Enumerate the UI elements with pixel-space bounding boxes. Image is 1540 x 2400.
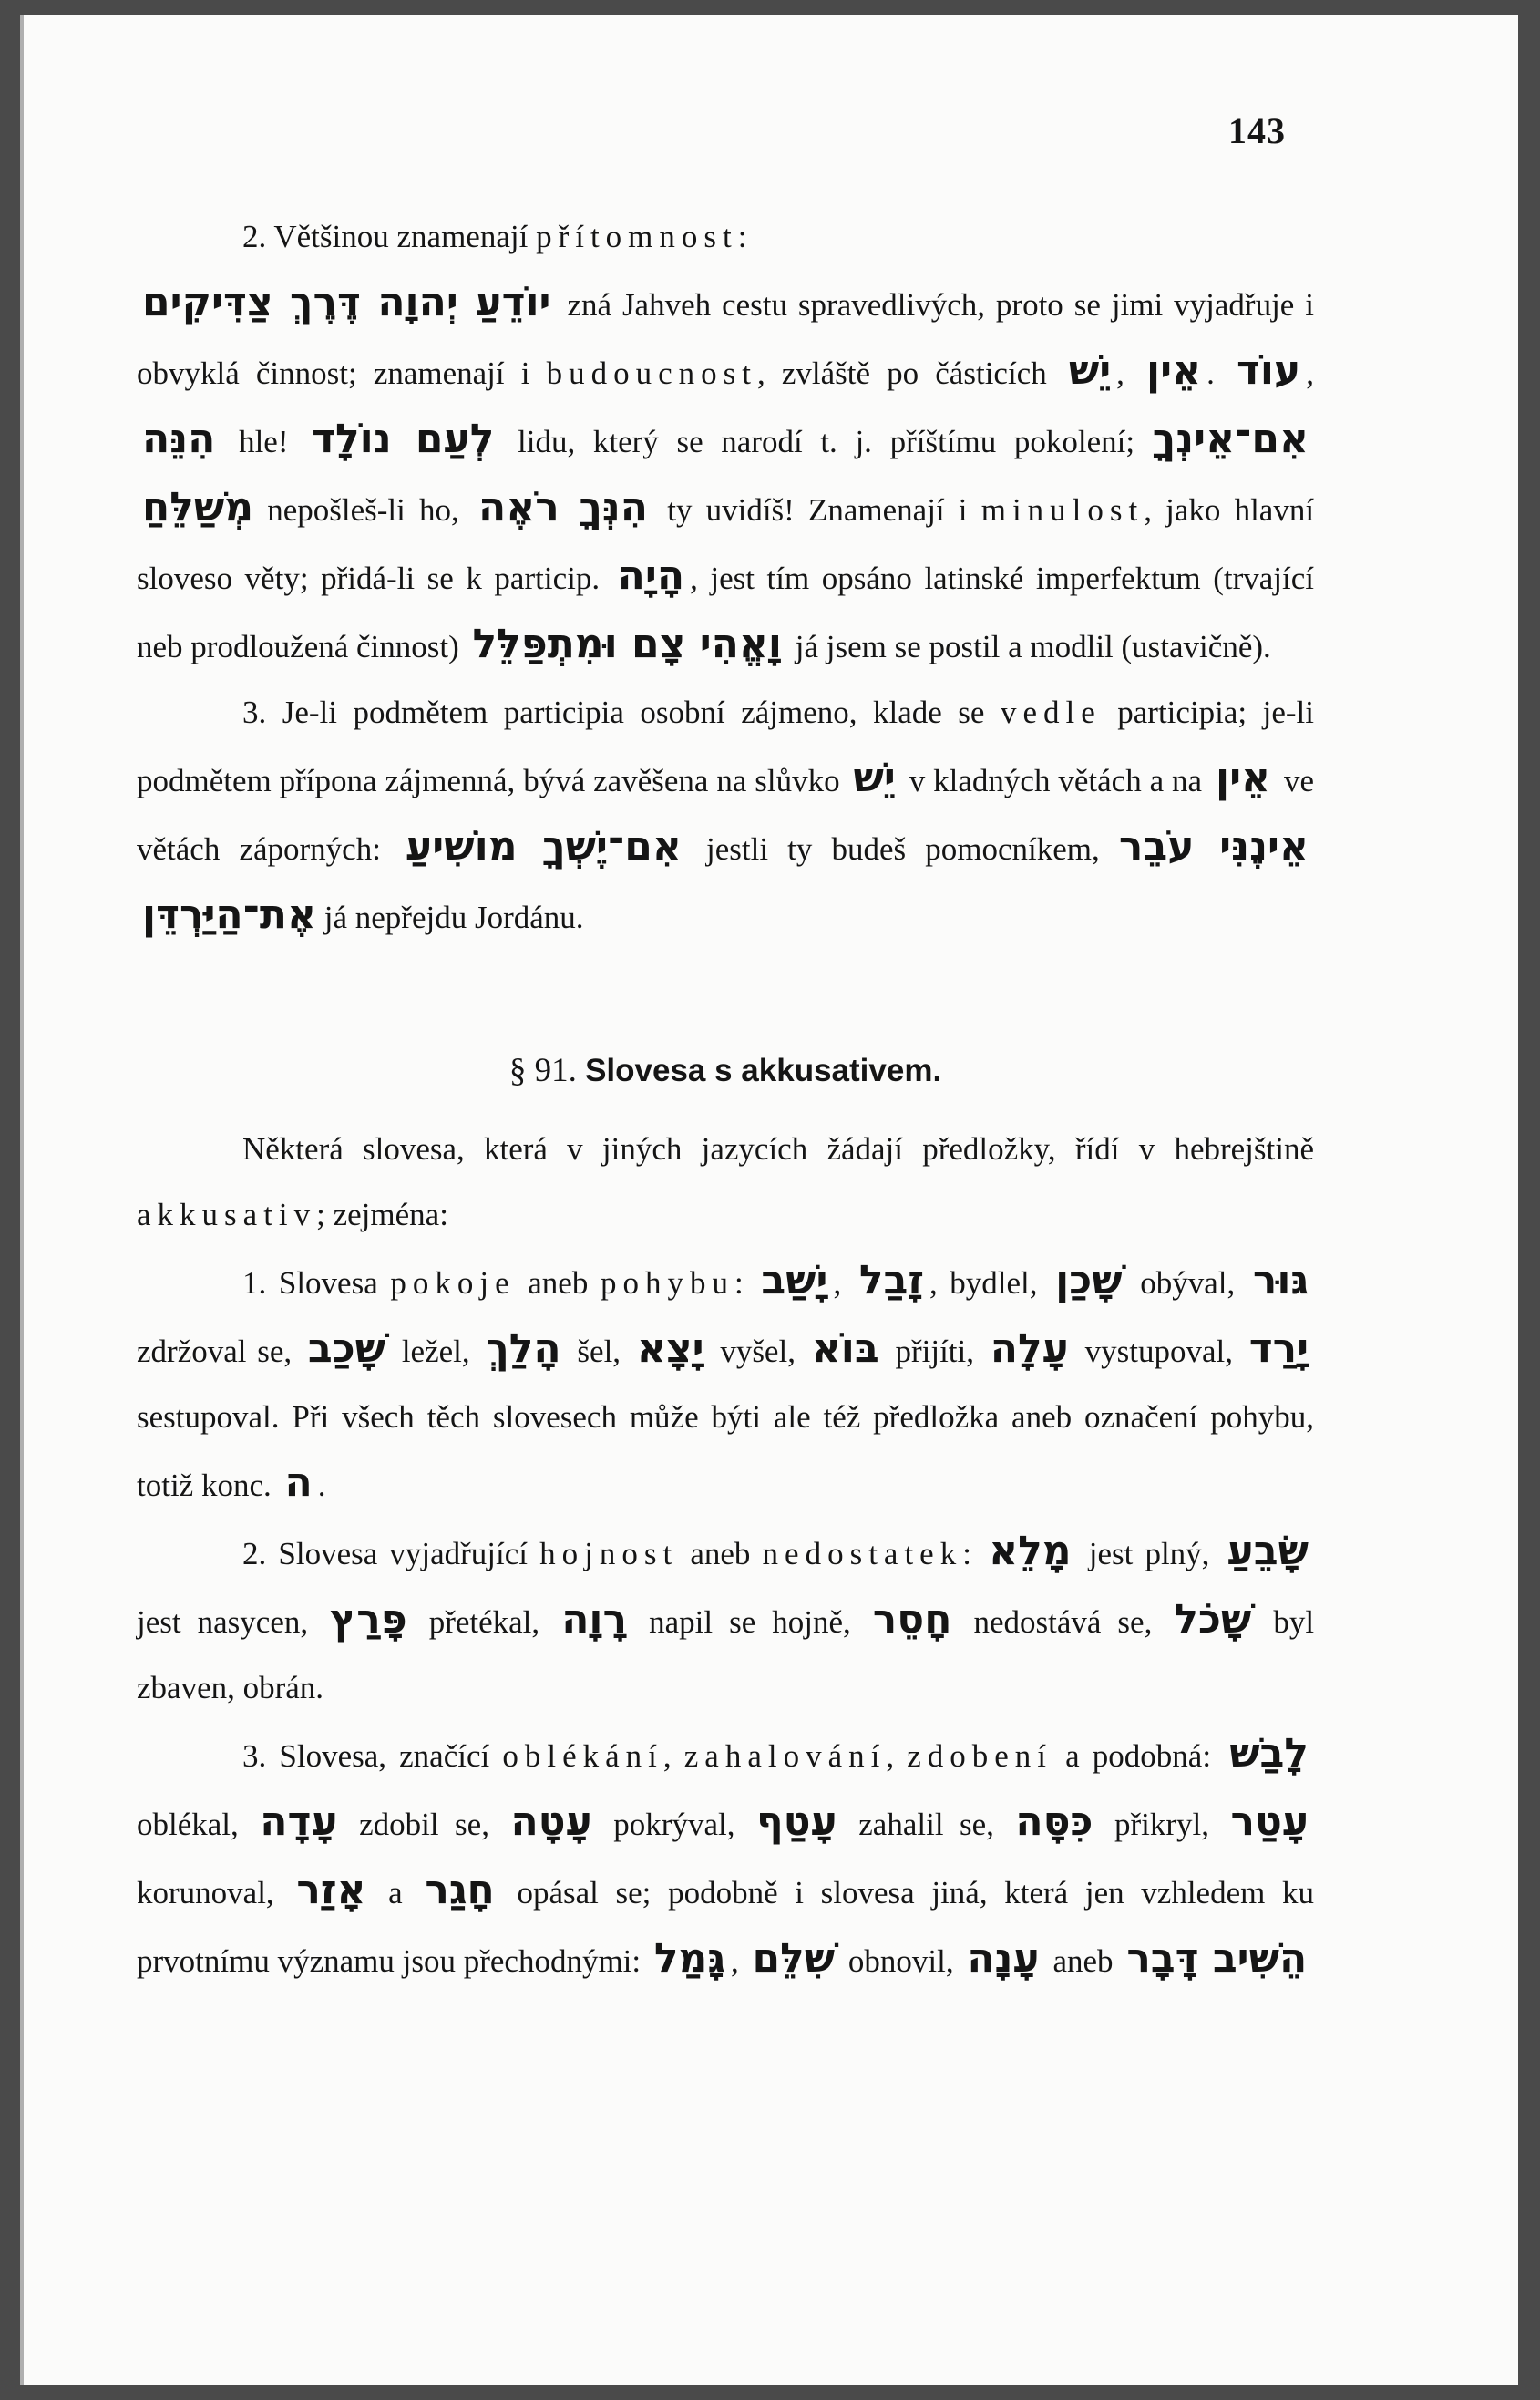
text: obnovil, — [847, 1943, 954, 1979]
paragraph-participle-subject — [137, 680, 1314, 951]
text: vystupoval, — [1084, 1334, 1233, 1369]
hebrew-laam-nolad: לְעַם נוֹלָד — [312, 416, 495, 462]
text: šel, — [577, 1334, 621, 1369]
text: a podobná: — [1065, 1738, 1212, 1774]
hebrew-gamal: גָּמַל — [653, 1935, 725, 1982]
hebrew-male: מָלֵא — [989, 1528, 1072, 1574]
hebrew-ein: אֵין — [1215, 755, 1271, 801]
text: , jest tím opsáno latinské imperfektum (trvající neb prodloužená činnost) — [137, 561, 1314, 664]
hebrew-shillem: שִׁלֵּם — [752, 1935, 836, 1982]
hebrew-im-einkha: אִם־אֵינְךָ מְשַׁלֵּחַ — [142, 416, 1309, 530]
page-body — [137, 204, 1314, 1994]
text: , — [1116, 355, 1124, 391]
hebrew-azar: אָזַר — [296, 1867, 366, 1913]
text: vyšel, — [720, 1334, 796, 1369]
text: jestli ty budeš pomocníkem, — [706, 831, 1100, 867]
hebrew-im-yeshkha: אִם־יֶשְׁךָ מוֹשִׁיעַ — [406, 823, 682, 870]
text: v kladných větách a na — [909, 763, 1203, 798]
text: , zvláště po částicích — [757, 355, 1047, 391]
text: já nepřejdu Jordánu. — [323, 900, 584, 935]
hebrew-savea: שָׂבֵעַ — [1227, 1528, 1309, 1574]
text: , — [833, 1265, 842, 1301]
text: oblékal, — [137, 1807, 239, 1842]
spaced-term-pritomnost: přítomnost — [536, 219, 738, 254]
text: nepošleš-li ho, — [267, 492, 459, 528]
text: přetékal, — [428, 1604, 540, 1640]
hebrew-yatsa: יָצָא — [636, 1325, 704, 1372]
paragraph-rest-motion-verbs — [137, 1248, 1314, 1519]
text: hle! — [239, 424, 289, 459]
text: : — [962, 1536, 971, 1571]
text: já jsem se postil a modlil (ustavičně). — [795, 629, 1271, 664]
text: . — [317, 1468, 326, 1503]
text: jest plný, — [1088, 1536, 1210, 1571]
text: jest nasycen, — [137, 1604, 309, 1640]
text: nedostává se, — [973, 1604, 1153, 1640]
spaced-term-oblekani: oblékání — [502, 1738, 663, 1774]
hebrew-shakhol: שָׁכֹל — [1174, 1596, 1252, 1643]
spaced-term-pokoje: pokoje — [390, 1265, 516, 1301]
text: a — [388, 1875, 403, 1911]
paragraph-present-meaning — [137, 204, 1314, 680]
hebrew-ada: עָדָה — [260, 1798, 338, 1845]
hebrew-heshiv-davar: הֵשִׁיב דָּבָר — [1126, 1935, 1308, 1982]
hebrew-vaehi: וָאֱהִי צָם וּמִתְפַּלֵּל — [472, 621, 783, 667]
text: ležel, — [401, 1334, 470, 1369]
text: korunoval, — [137, 1875, 274, 1911]
text: ty uvidíš! Znamenají i — [667, 492, 968, 528]
text: , — [1306, 355, 1315, 391]
hebrew-yesh: יֵשׁ — [853, 755, 896, 801]
text: . — [1206, 355, 1215, 391]
spaced-term-zdobeni: zdobení — [907, 1738, 1053, 1774]
text: aneb — [1052, 1943, 1114, 1979]
section-title: Slovesa s akkusativem. — [585, 1053, 942, 1088]
text: obýval, — [1140, 1265, 1236, 1301]
hebrew-od: עוֹד — [1237, 347, 1301, 394]
text: 3. Je-li podmětem participia osobní zájmeno, klade se — [242, 695, 985, 730]
hebrew-atar: עָטַר — [1230, 1798, 1309, 1845]
text: 2. Slovesa vyjadřující — [242, 1536, 529, 1571]
hebrew-lavash: לָבַשׁ — [1229, 1730, 1309, 1777]
spaced-term-minulost: minulost — [980, 492, 1145, 528]
hebrew-hagar: חָגַר — [425, 1867, 495, 1913]
hebrew-ein: אֵין — [1146, 347, 1202, 394]
text: přikryl, — [1114, 1807, 1209, 1842]
text: Některá slovesa, která v jiných jazycích žádají předložky, řídí v hebrejštině — [242, 1131, 1314, 1167]
text: lidu, který se narodí t. j. příštímu pokolení; — [518, 424, 1135, 459]
text: 1. Slovesa — [242, 1265, 378, 1301]
hebrew-shakhav: שָׁכַב — [307, 1325, 386, 1372]
spaced-term-pohybu: pohybu — [600, 1265, 734, 1301]
text: aneb — [528, 1265, 589, 1301]
text: , jako hlavní sloveso věty; přidá-li se k particip. — [137, 492, 1315, 596]
hebrew-kisa: כִּסָּה — [1015, 1798, 1093, 1845]
spaced-term-hojnost: hojnost — [539, 1536, 679, 1571]
hebrew-ana: עָנָה — [967, 1935, 1040, 1982]
paragraph-dressing-verbs — [137, 1721, 1314, 1994]
hebrew-yarad: יָרַד — [1248, 1325, 1309, 1372]
hebrew-bo: בּוֹא — [811, 1325, 879, 1372]
hebrew-hinne: הִנֵּה — [142, 416, 216, 462]
paragraph-section-intro — [137, 1117, 1314, 1248]
spaced-term-akkusativ: akkusativ — [137, 1197, 317, 1232]
hebrew-rava: רָוָה — [561, 1596, 628, 1643]
spaced-term-zahalovani: zahalování — [683, 1738, 887, 1774]
paragraph-abundance-verbs — [137, 1519, 1314, 1721]
text: sestupoval. Při všech těch slovesech může býti ale též předložka aneb označení pohybu, totiž konc. — [137, 1399, 1314, 1503]
text: : — [737, 219, 747, 254]
hebrew-parats: פָּרַץ — [330, 1596, 407, 1643]
hebrew-example-yodea: יוֹדֵעַ יְהוָה דֶּרֶךְ צַדִּיקִים — [142, 279, 551, 325]
hebrew-shakhan: שָׁכַן — [1055, 1257, 1123, 1303]
hebrew-he-ending: ה — [284, 1459, 313, 1506]
hebrew-yashav: יָשַׁב — [761, 1257, 828, 1303]
hebrew-hinkha-roe: הִנְּךָ רֹאֶה — [477, 484, 649, 530]
page-left-edge-shadow — [20, 15, 24, 2385]
text: aneb — [690, 1536, 751, 1571]
text: přijíti, — [895, 1334, 974, 1369]
hebrew-ala: עָלָה — [990, 1325, 1069, 1372]
section-number: § 91. — [508, 1052, 577, 1089]
text: , — [886, 1738, 895, 1774]
hebrew-haser: חָסֵר — [872, 1596, 952, 1643]
text: participia; je-li podmětem přípona zájmenná, bývá zavěšena na slůvko — [137, 695, 1315, 798]
spaced-term-budoucnost: budoucnost — [546, 355, 757, 391]
text: zná Jahveh cestu spravedlivých, proto se jimi vyjadřuje i obvyklá činnost; znamenají i — [137, 287, 1314, 391]
text: byl zbaven, obrán. — [137, 1604, 1315, 1705]
text: , — [662, 1738, 672, 1774]
text: 3. Slovesa, značící — [242, 1738, 490, 1774]
hebrew-gur: גּוּר — [1252, 1257, 1309, 1303]
hebrew-ata: עָטָה — [510, 1798, 592, 1845]
hebrew-eineni-over: אֵינֶנִּי עֹבֵר אֶת־הַיַּרְדֵּן — [142, 823, 1309, 938]
section-heading — [137, 1038, 1314, 1104]
hebrew-haya: הָיָה — [617, 552, 685, 599]
text: zahalil se, — [858, 1807, 994, 1842]
text: opásal se; podobně i slovesa jiná, která jen vzhledem ku prvotnímu významu jsou přechodnými: — [137, 1875, 1315, 1979]
text: 2. Většinou znamenají — [242, 219, 529, 254]
spaced-term-vedle: vedle — [1000, 695, 1102, 730]
spaced-term-nedostatek: nedostatek — [762, 1536, 963, 1571]
text: , bydlel, — [929, 1265, 1038, 1301]
book-page — [20, 15, 1518, 2385]
hebrew-ataf: עָטַף — [755, 1798, 837, 1845]
text: : — [734, 1265, 744, 1301]
page-number: 143 — [1228, 110, 1286, 151]
text: ve větách záporných: — [137, 763, 1315, 867]
text: zdobil se, — [359, 1807, 489, 1842]
text: ; zejména: — [316, 1197, 448, 1232]
hebrew-halakh: הָלַךְ — [486, 1325, 561, 1372]
text: , — [731, 1943, 739, 1979]
text: zdržoval se, — [137, 1334, 293, 1369]
hebrew-zaval: זָבַל — [858, 1257, 924, 1303]
hebrew-yesh: יֵשׁ — [1068, 347, 1112, 394]
text: pokrýval, — [613, 1807, 735, 1842]
text: napil se hojně, — [649, 1604, 851, 1640]
